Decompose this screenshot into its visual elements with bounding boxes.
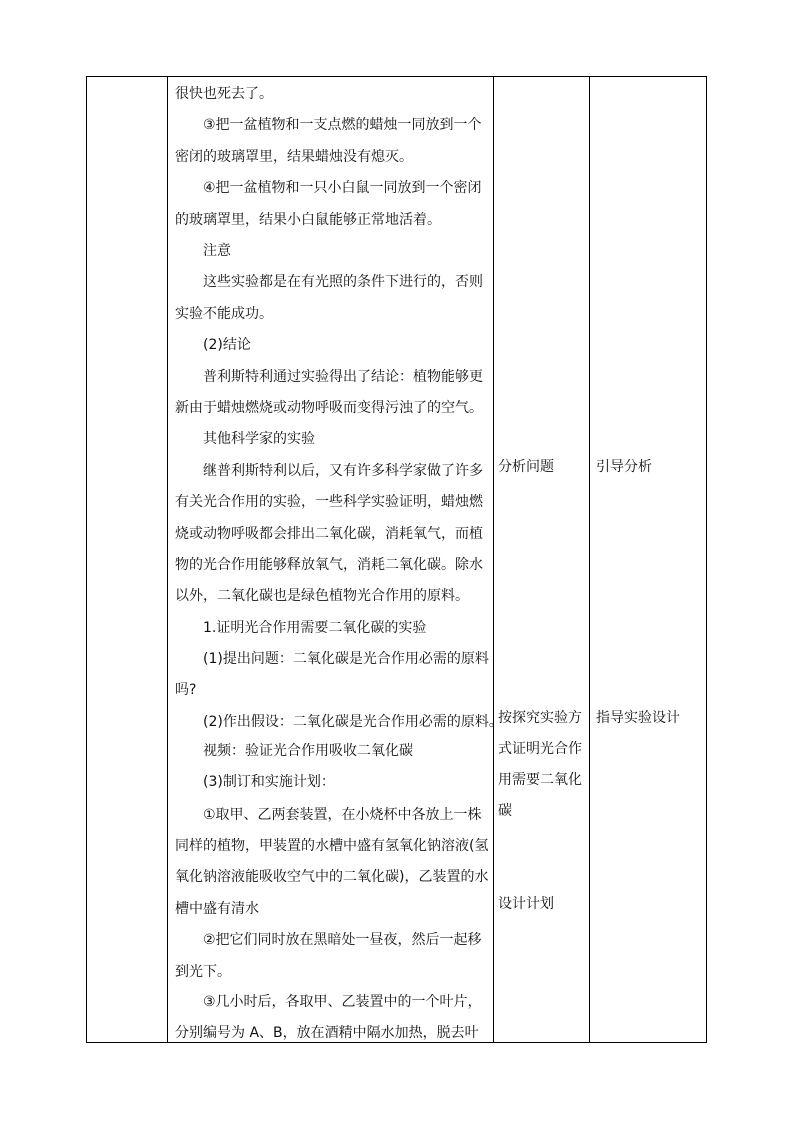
content-line: 同样的植物，甲装置的水槽中盛有氢氧化钠溶液(氢 xyxy=(175,838,489,854)
column-divider-3 xyxy=(589,77,590,1042)
content-line: 氧化钠溶液能吸收空气中的二氧化碳)，乙装置的水 xyxy=(175,869,489,885)
teacher-guide-analysis: 引导分析 xyxy=(596,459,652,475)
content-line: 注意 xyxy=(203,243,231,259)
student-inquiry-line: 按探究实验方 xyxy=(498,710,582,726)
student-design-label: 设计计划 xyxy=(498,896,554,912)
content-line: 视频：验证光合作用吸收二氧化碳 xyxy=(203,743,413,759)
lesson-table xyxy=(86,76,707,1043)
student-inquiry-line: 用需要二氧化 xyxy=(498,772,582,788)
content-line: 吗? xyxy=(175,682,197,698)
content-line: 其他科学家的实验 xyxy=(203,431,315,447)
content-line: 以外，二氧化碳也是绿色植物光合作用的原料。 xyxy=(175,588,469,604)
content-line: 物的光合作用能够释放氧气，消耗二氧化碳。除水 xyxy=(175,557,483,573)
content-line: (2)结论 xyxy=(203,337,251,353)
column-divider-1 xyxy=(167,77,168,1042)
content-line: ③把一盆植物和一支点燃的蜡烛一同放到一个 xyxy=(203,117,482,133)
content-line: 这些实验都是在有光照的条件下进行的，否则 xyxy=(203,274,483,290)
content-line: (3)制订和实施计划： xyxy=(203,774,335,790)
content-line: ②把它们同时放在黑暗处一昼夜，然后一起移 xyxy=(203,932,482,948)
content-line: ③几小时后，各取甲、乙装置中的一个叶片， xyxy=(203,994,482,1010)
content-line: 分别编号为 A、B，放在酒精中隔水加热，脱去叶 xyxy=(175,1025,479,1041)
content-line: (1)提出问题：二氧化碳是光合作用必需的原料 xyxy=(203,651,489,667)
content-line: ④把一盆植物和一只小白鼠一同放到一个密闭 xyxy=(203,180,482,196)
content-line: ①取甲、乙两套装置，在小烧杯中各放上一株 xyxy=(203,807,482,823)
content-line: 继普利斯特利以后，又有许多科学家做了许多 xyxy=(203,463,483,479)
content-line: (2)作出假设：二氧化碳是光合作用必需的原料。 xyxy=(203,714,503,730)
content-line: 新由于蜡烛燃烧或动物呼吸而变得污浊了的空气。 xyxy=(175,400,483,416)
content-line: 槽中盛有清水 xyxy=(175,901,259,917)
content-line: 的玻璃罩里，结果小白鼠能够正常地活着。 xyxy=(175,212,441,228)
student-inquiry-line: 式证明光合作 xyxy=(498,741,582,757)
content-line: 很快也死去了。 xyxy=(175,86,273,102)
content-line: 密闭的玻璃罩里，结果蜡烛没有熄灭。 xyxy=(175,149,413,165)
teacher-guide-design: 指导实验设计 xyxy=(596,710,680,726)
content-line: 烧或动物呼吸都会排出二氧化碳，消耗氧气，而植 xyxy=(175,526,483,542)
content-line: 1.证明光合作用需要二氧化碳的实验 xyxy=(203,620,427,636)
student-inquiry-line: 碳 xyxy=(498,803,512,819)
content-line: 普利斯特利通过实验得出了结论：植物能够更 xyxy=(203,369,483,385)
content-line: 实验不能成功。 xyxy=(175,306,273,322)
content-line: 到光下。 xyxy=(175,964,231,980)
student-analyze-label: 分析问题 xyxy=(498,459,554,475)
teaching-content-column xyxy=(172,77,503,1042)
content-line: 有关光合作用的实验，一些科学实验证明，蜡烛燃 xyxy=(175,494,483,510)
